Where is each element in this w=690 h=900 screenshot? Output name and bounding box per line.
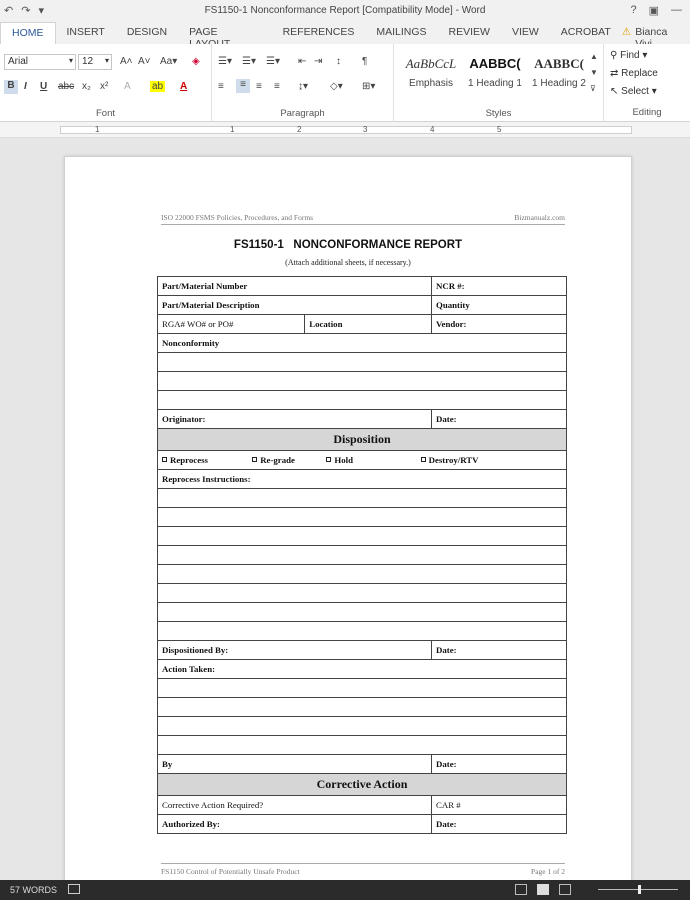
clear-formatting-icon[interactable]: ◈	[192, 56, 200, 67]
borders-icon[interactable]: ⊞▾	[362, 81, 376, 92]
style-heading-1[interactable]	[464, 50, 526, 98]
table-row	[158, 391, 567, 410]
location-cell[interactable]	[305, 315, 432, 334]
ruler-number: 4	[430, 125, 435, 134]
proofing-icon[interactable]	[68, 884, 80, 894]
by-cell[interactable]	[158, 755, 432, 774]
multilevel-list-icon[interactable]: ☰▾	[266, 56, 280, 67]
part-description-label: Part/Material Description	[162, 300, 260, 310]
warning-icon: ⚠	[621, 26, 632, 38]
table-row	[158, 315, 567, 334]
tab-acrobat[interactable]: ACROBAT	[560, 26, 611, 38]
footer-right: Page 1 of 2	[531, 867, 565, 876]
table-row	[158, 372, 567, 391]
table-row	[158, 796, 567, 815]
font-name-value: Arial	[8, 56, 29, 67]
blank-line[interactable]	[158, 353, 567, 372]
table-row	[158, 698, 567, 717]
decrease-indent-icon[interactable]: ⇤	[298, 56, 307, 67]
blank-line[interactable]	[158, 622, 567, 641]
table-row	[158, 546, 567, 565]
superscript-button[interactable]: x²	[100, 81, 109, 92]
status-bar	[0, 880, 690, 900]
italic-button[interactable]: I	[24, 81, 27, 92]
styles-group-label: Styles	[485, 108, 512, 119]
print-layout-icon[interactable]	[537, 884, 549, 895]
disposition-header	[158, 429, 567, 451]
view-buttons	[515, 884, 571, 895]
authorized-by-label: Authorized By:	[162, 819, 220, 829]
rga-label: RGA# WO# or PO#	[162, 319, 234, 329]
tab-home[interactable]: HOME	[0, 22, 56, 44]
reprocess-instructions-cell[interactable]	[158, 470, 567, 489]
ruler-number: 3	[363, 125, 368, 134]
checkbox-icon	[162, 457, 167, 462]
find-button[interactable]: ⚲ Find ▾	[610, 50, 648, 61]
date-label: Date:	[436, 759, 457, 769]
reprocess-label: Reprocess	[170, 455, 208, 465]
grow-font-icon[interactable]: A˄	[120, 56, 133, 67]
originator-label: Originator:	[162, 414, 206, 424]
chevron-down-icon: ▾	[104, 56, 109, 65]
blank-line[interactable]	[158, 391, 567, 410]
table-row	[158, 565, 567, 584]
window-title: FS1150-1 Nonconformance Report [Compatibility Mode] - Word	[204, 5, 486, 16]
font-group	[0, 44, 212, 122]
table-row	[158, 489, 567, 508]
nonconformity-label: Nonconformity	[162, 338, 220, 348]
location-label: Location	[309, 319, 343, 329]
styles-scroll-up-icon[interactable]: ▲	[590, 52, 598, 61]
style-name: 1 Heading 1	[468, 78, 522, 89]
subscript-button[interactable]: x₂	[82, 81, 91, 92]
style-name: 1 Heading 2	[532, 78, 586, 89]
highlight-icon[interactable]: ab	[152, 81, 164, 92]
date-cell[interactable]	[432, 410, 567, 429]
blank-line[interactable]	[158, 717, 567, 736]
ncr-label: NCR #:	[436, 281, 465, 291]
part-description-cell[interactable]	[158, 296, 432, 315]
hold-option[interactable]	[326, 455, 418, 465]
reprocess-option[interactable]	[162, 455, 250, 465]
blank-line[interactable]	[158, 603, 567, 622]
nonconformance-form	[157, 276, 567, 834]
date-cell[interactable]	[432, 755, 567, 774]
table-row	[158, 334, 567, 353]
table-row	[158, 679, 567, 698]
car-required-cell[interactable]	[158, 796, 432, 815]
ribbon-tabs	[0, 22, 690, 44]
align-center-icon[interactable]: ≡	[236, 79, 250, 93]
customize-qat-icon[interactable]: ▾	[38, 5, 44, 17]
replace-button[interactable]	[610, 68, 658, 79]
corrective-action-title: Corrective Action	[316, 777, 408, 791]
styles-group	[394, 44, 604, 122]
by-label: By	[162, 759, 173, 769]
tab-view[interactable]: VIEW	[511, 26, 539, 38]
car-number-label: CAR #	[436, 800, 461, 810]
tab-mailings[interactable]: MAILINGS	[376, 26, 427, 38]
title-code: FS1150-1	[233, 239, 284, 251]
tab-insert[interactable]: INSERT	[66, 26, 105, 38]
blank-line[interactable]	[158, 565, 567, 584]
cursor-icon: ↖	[610, 86, 619, 97]
ribbon-display-options-icon[interactable]: ▣	[648, 5, 659, 17]
title-text: NONCONFORMANCE REPORT	[293, 239, 463, 251]
style-emphasis[interactable]	[400, 50, 462, 98]
ribbon	[0, 44, 690, 122]
zoom-slider-thumb[interactable]	[638, 885, 641, 894]
table-row	[158, 774, 567, 796]
ruler-number: 1	[95, 125, 100, 134]
table-row	[158, 451, 567, 470]
table-row	[158, 584, 567, 603]
date-label: Date:	[436, 414, 457, 424]
tab-design[interactable]: DESIGN	[126, 26, 168, 38]
checkbox-icon	[326, 457, 331, 462]
styles-scroll-down-icon[interactable]: ▼	[590, 68, 598, 77]
show-marks-icon[interactable]: ¶	[362, 56, 368, 67]
document-page[interactable]	[64, 156, 632, 880]
numbering-icon[interactable]: ☰▾	[242, 56, 256, 67]
bullets-icon[interactable]: ☰▾	[218, 56, 232, 67]
strikethrough-button[interactable]: abc	[58, 81, 75, 92]
quantity-cell[interactable]	[432, 296, 567, 315]
table-row	[158, 815, 567, 834]
destroy-option[interactable]	[421, 455, 479, 465]
style-sample: AaBbCcL	[405, 56, 457, 71]
user-name: Bianca	[635, 26, 668, 38]
disposition-options-cell	[158, 451, 567, 470]
style-sample: AABBC(	[534, 56, 584, 71]
date-label: Date:	[436, 819, 457, 829]
text-effects-icon[interactable]: A	[124, 81, 131, 92]
redo-icon[interactable]: ↷	[21, 5, 31, 17]
document-area[interactable]	[0, 138, 690, 880]
date-cell[interactable]	[432, 815, 567, 834]
style-heading-2[interactable]	[528, 50, 590, 98]
help-button[interactable]: ?	[630, 4, 637, 16]
chevron-down-icon: ▾	[68, 56, 73, 65]
style-name: Emphasis	[409, 78, 453, 89]
window-controls	[630, 4, 682, 17]
tab-review[interactable]: REVIEW	[448, 26, 490, 38]
ncr-cell[interactable]	[432, 277, 567, 296]
hold-label: Hold	[334, 455, 353, 465]
justify-icon[interactable]: ≡	[274, 81, 280, 92]
destroy-label: Destroy/RTV	[428, 455, 479, 465]
blank-line[interactable]	[158, 372, 567, 391]
table-row	[158, 353, 567, 372]
reprocess-instructions-label: Reprocess Instructions:	[162, 474, 251, 484]
font-color-icon[interactable]: A	[180, 81, 188, 92]
select-button[interactable]: ↖ Select ▾	[610, 86, 657, 97]
vendor-cell[interactable]	[432, 315, 567, 334]
part-number-cell[interactable]	[158, 277, 432, 296]
dispositioned-by-label: Dispositioned By:	[162, 645, 229, 655]
table-row	[158, 622, 567, 641]
action-taken-cell[interactable]	[158, 660, 567, 679]
rga-cell[interactable]	[158, 315, 305, 334]
font-name-box[interactable]	[4, 54, 76, 70]
blank-line[interactable]	[158, 584, 567, 603]
read-mode-icon[interactable]	[515, 884, 527, 895]
ruler-number: 2	[297, 125, 302, 134]
checkbox-icon	[252, 457, 257, 462]
underline-button[interactable]: U	[40, 81, 48, 92]
change-case-icon[interactable]: Aa▾	[160, 56, 178, 67]
table-row	[158, 410, 567, 429]
minimize-button[interactable]: —	[671, 4, 682, 16]
shrink-font-icon[interactable]: A˅	[138, 56, 151, 67]
styles-more-icon[interactable]: ⊽	[590, 84, 596, 93]
align-right-icon[interactable]: ≡	[256, 81, 262, 92]
editing-group-label: Editing	[632, 107, 662, 118]
part-number-label: Part/Material Number	[162, 281, 248, 291]
user-account[interactable]	[622, 22, 690, 44]
blank-line[interactable]	[158, 698, 567, 717]
table-row	[158, 660, 567, 679]
table-row	[158, 527, 567, 546]
blank-line[interactable]	[158, 527, 567, 546]
replace-icon: ⇄	[610, 68, 619, 79]
undo-icon[interactable]: ↶	[4, 5, 14, 17]
web-layout-icon[interactable]	[559, 884, 571, 895]
quantity-label: Quantity	[436, 300, 470, 310]
line-spacing-icon[interactable]: ↨▾	[298, 81, 309, 92]
tab-page-layout[interactable]: PAGE	[189, 26, 218, 38]
align-left-icon[interactable]: ≡	[218, 81, 224, 92]
page-header	[161, 213, 565, 225]
table-row	[158, 641, 567, 660]
tab-references[interactable]: REFERENCES	[282, 26, 355, 38]
blank-line[interactable]	[158, 679, 567, 698]
table-row	[158, 277, 567, 296]
dispositioned-by-cell[interactable]	[158, 641, 432, 660]
vendor-label: Vendor:	[436, 319, 467, 329]
date-label: Date:	[436, 645, 457, 655]
corrective-action-header	[158, 774, 567, 796]
style-sample: AABBC(	[469, 56, 521, 71]
header-left: ISO 22000 FSMS Policies, Procedures, and Forms	[161, 213, 314, 222]
font-size-box[interactable]	[78, 54, 112, 70]
table-row	[158, 755, 567, 774]
table-row	[158, 603, 567, 622]
sort-icon[interactable]: ↕	[336, 56, 341, 67]
blank-line[interactable]	[158, 546, 567, 565]
table-row	[158, 508, 567, 527]
horizontal-ruler[interactable]	[0, 122, 690, 138]
header-right: Bizmanualz.com	[514, 213, 565, 222]
title-bar	[0, 0, 690, 22]
blank-line[interactable]	[158, 489, 567, 508]
originator-cell[interactable]	[158, 410, 432, 429]
regrade-label: Re-grade	[260, 455, 295, 465]
footer-left: FS1150 Control of Potentially Unsafe Product	[161, 867, 300, 876]
table-row	[158, 470, 567, 489]
shading-icon[interactable]: ◇▾	[330, 81, 343, 92]
disposition-title: Disposition	[333, 432, 391, 446]
paragraph-group-label: Paragraph	[280, 108, 325, 119]
font-size-value: 12	[82, 56, 94, 67]
page-footer	[161, 863, 565, 877]
car-required-label: Corrective Action Required?	[162, 800, 264, 810]
bold-button[interactable]: B	[4, 80, 18, 94]
date-cell[interactable]	[432, 641, 567, 660]
ruler-number: 1	[230, 125, 235, 134]
checkbox-icon	[421, 457, 426, 462]
action-taken-label: Action Taken:	[162, 664, 216, 674]
table-row	[158, 296, 567, 315]
font-group-label: Font	[95, 108, 115, 119]
car-number-cell[interactable]	[432, 796, 567, 815]
authorized-by-cell[interactable]	[158, 815, 432, 834]
ruler-track	[60, 126, 632, 134]
paragraph-group	[212, 44, 394, 122]
find-label: Find	[620, 50, 640, 61]
word-count[interactable]: 57 WORDS	[10, 885, 58, 895]
binoculars-icon: ⚲	[610, 50, 618, 61]
table-row	[158, 717, 567, 736]
replace-label: Replace	[621, 68, 658, 79]
nonconformity-cell[interactable]	[158, 334, 567, 353]
ruler-number: 5	[497, 125, 502, 134]
table-row	[158, 429, 567, 451]
blank-line[interactable]	[158, 508, 567, 527]
blank-line[interactable]	[158, 736, 567, 755]
regrade-option[interactable]	[252, 455, 324, 465]
table-row	[158, 736, 567, 755]
document-subtitle: (Attach additional sheets, if necessary.)	[285, 258, 411, 267]
increase-indent-icon[interactable]: ⇥	[314, 56, 323, 67]
document-title	[65, 239, 631, 251]
select-label: Select	[621, 86, 649, 97]
